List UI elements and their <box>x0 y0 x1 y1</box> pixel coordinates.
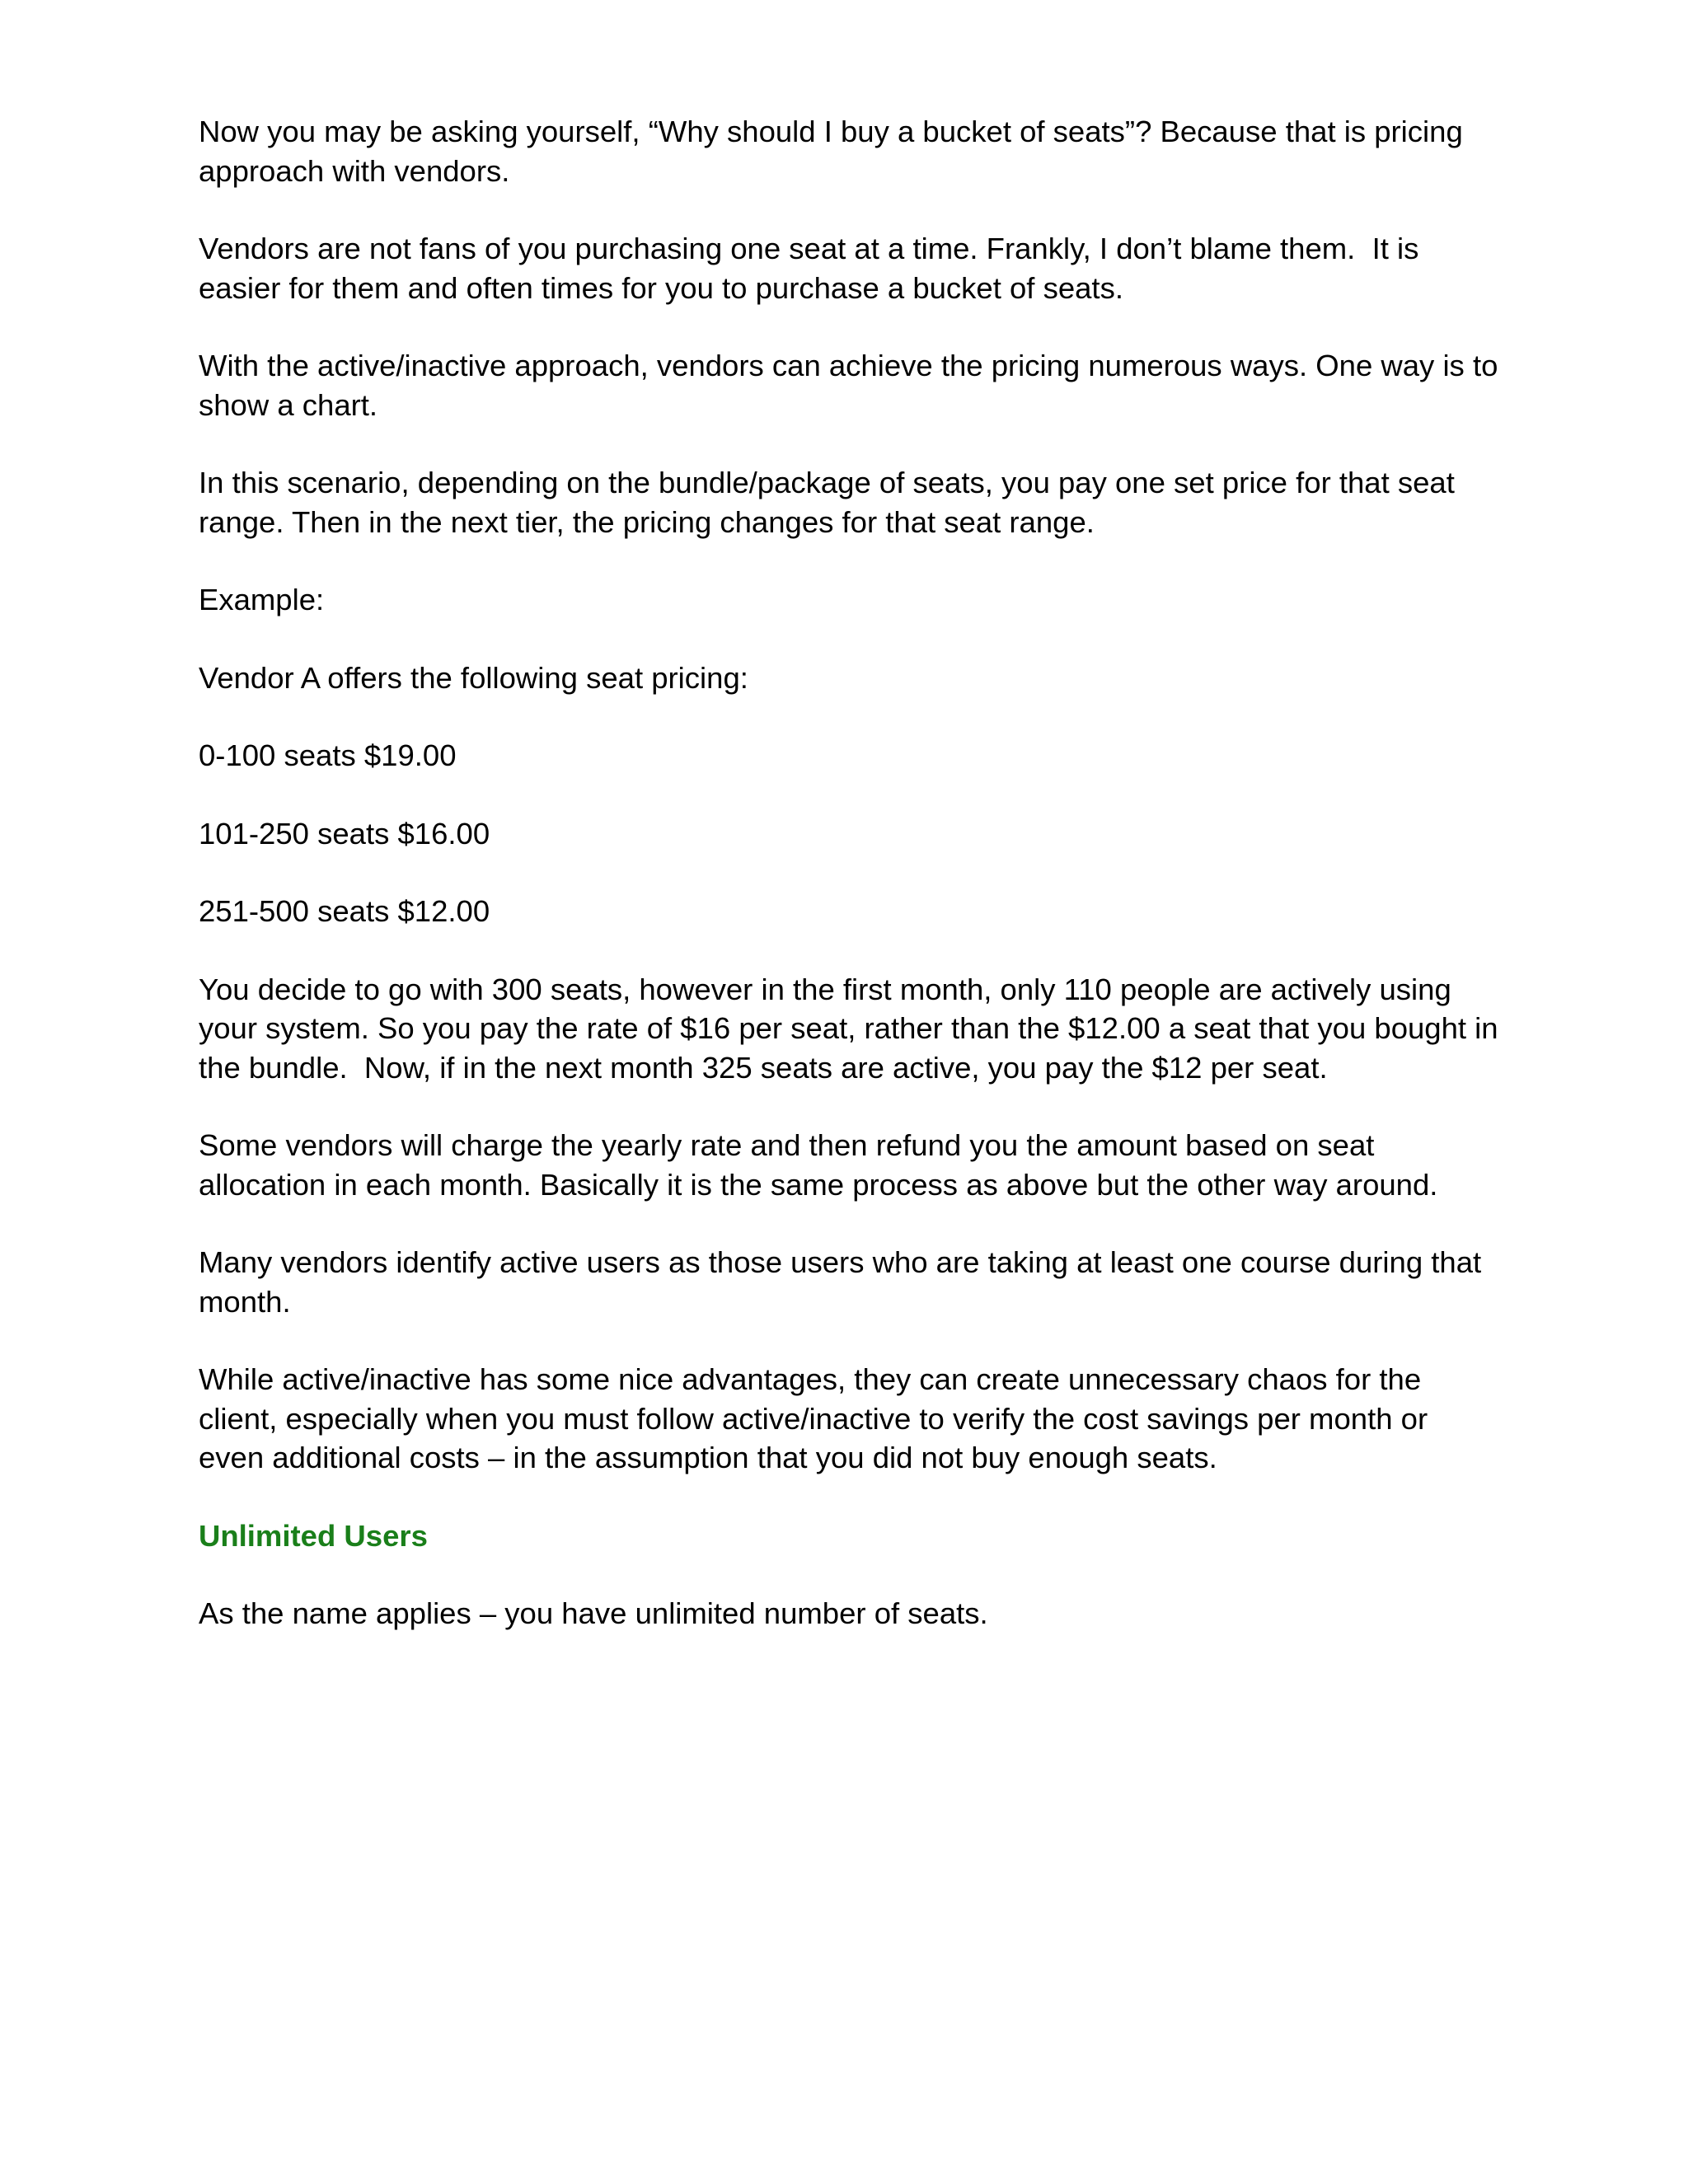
paragraph-scenario: In this scenario, depending on the bundle/package of seats, you pay one set price for that seat range. Then in the next tier, the pricing changes for that seat range. <box>199 466 1464 539</box>
pricing-tier-2: 101-250 seats $16.00 <box>199 816 490 851</box>
paragraph-active-inactive-approach: With the active/inactive approach, vendors can achieve the pricing numerous ways. One way is to show a chart. <box>199 349 1507 422</box>
section-heading-unlimited-users: Unlimited Users <box>199 1518 428 1553</box>
paragraph-advantages-chaos: While active/inactive has some nice advantages, they can create unnecessary chaos for the client, especially when you must follow active/inactive to verify the cost savings per month or even additional costs – in the assumption that you did not buy enough seats. <box>199 1362 1437 1474</box>
paragraph-vendor-a: Vendor A offers the following seat pricing: <box>199 660 748 695</box>
paragraph-300-seats: You decide to go with 300 seats, however in the first month, only 110 people are actively using your system. So you pay the rate of $16 per seat, rather than the $12.00 a seat that you bought in the bundle. Now, if in the next month 325 seats are active, you pay the $12 per seat. <box>199 972 1507 1085</box>
pricing-tier-3: 251-500 seats $12.00 <box>199 894 490 928</box>
paragraph-active-users-definition: Many vendors identify active users as those users who are taking at least one course during that month. <box>199 1245 1490 1319</box>
paragraph-unlimited-seats: As the name applies – you have unlimited number of seats. <box>199 1596 988 1630</box>
pricing-tier-1: 0-100 seats $19.00 <box>199 738 457 772</box>
paragraph-example-label: Example: <box>199 583 325 616</box>
paragraph-bucket-question: Now you may be asking yourself, “Why should I buy a bucket of seats”? Because that is pricing approach with vendors. <box>199 115 1471 188</box>
paragraph-yearly-rate: Some vendors will charge the yearly rate and then refund you the amount based on seat allocation in each month. Basically it is the same process as above but the other way around. <box>199 1128 1438 1202</box>
document-body <box>199 112 1507 1672</box>
paragraph-vendors-not-fans: Vendors are not fans of you purchasing one seat at a time. Frankly, I don’t blame them. It is easier for them and often times for you to purchase a bucket of seats. <box>199 232 1428 305</box>
